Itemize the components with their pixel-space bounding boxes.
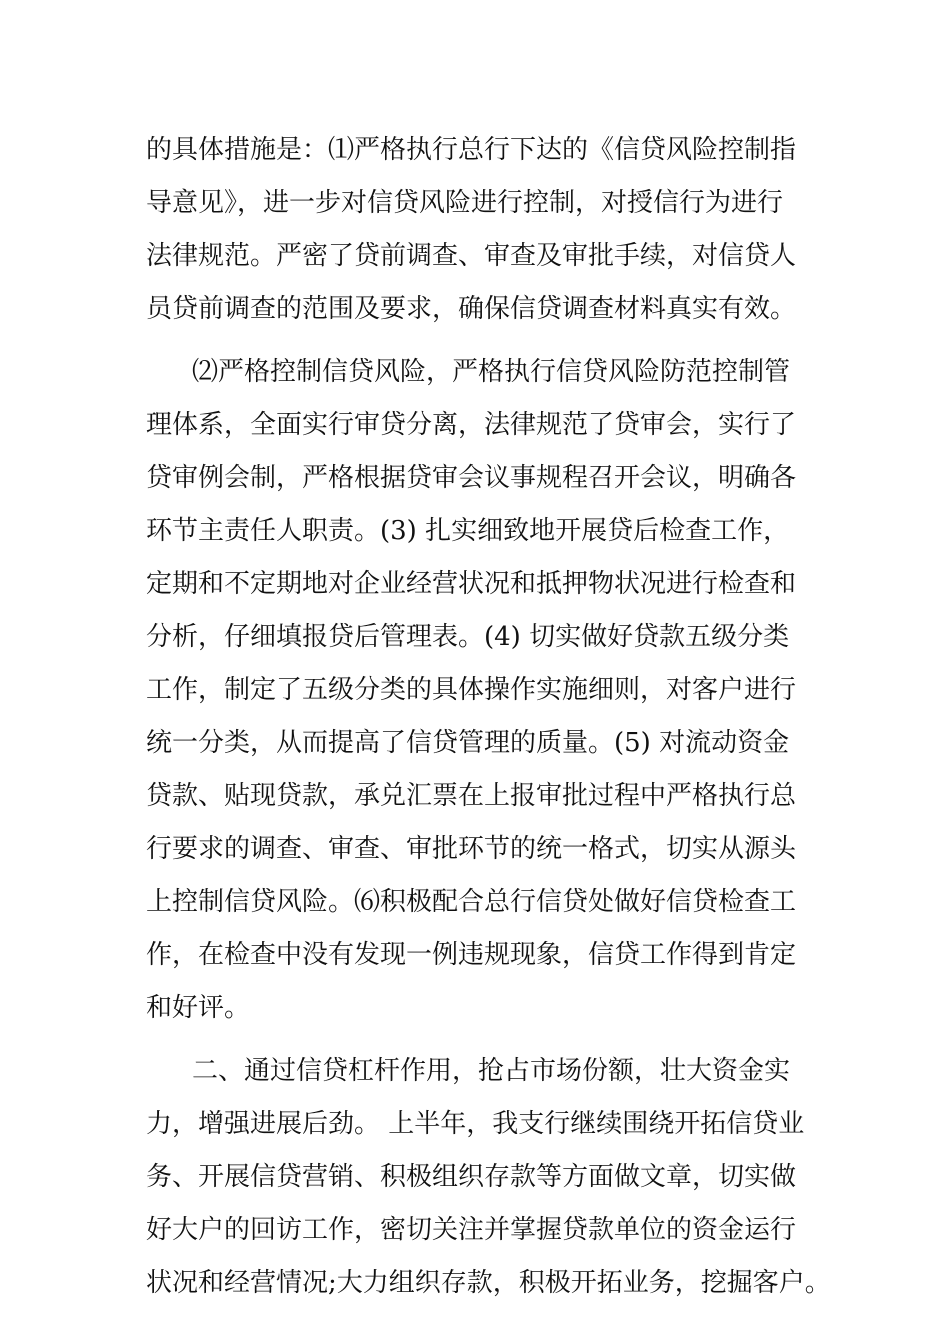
document-body (146, 124, 831, 1310)
paragraph-line: 理体系，全面实行审贷分离，法律规范了贷审会，实行了 (146, 410, 797, 440)
paragraph-line: 的具体措施是：⑴严格执行总行下达的《信贷风险控制指 (146, 135, 797, 165)
paragraph-line: 务、开展信贷营销、积极组织存款等方面做文章，切实做 (146, 1162, 797, 1192)
paragraph-line: 法律规范。严密了贷前调查、审查及审批手续，对信贷人 (146, 241, 797, 271)
paragraph-line: 统一分类，从而提高了信贷管理的质量。(5) 对流动资金 (146, 728, 790, 758)
paragraph-line: 贷款、贴现贷款，承兑汇票在上报审批过程中严格执行总 (146, 781, 797, 811)
paragraph-line: 定期和不定期地对企业经营状况和抵押物状况进行检查和 (146, 569, 797, 599)
paragraph-line: 作，在检查中没有发现一例违规现象，信贷工作得到肯定 (146, 940, 797, 970)
paragraph-line: 贷审例会制，严格根据贷审会议事规程召开会议，明确各 (146, 463, 797, 493)
paragraph-line: 二、通过信贷杠杆作用，抢占市场份额，壮大资金实 (192, 1056, 791, 1086)
paragraph-line: 环节主责任人职责。(3) 扎实细致地开展贷后检查工作， (146, 516, 790, 546)
paragraph-line: 状况和经营情况;大力组织存款，积极开拓业务，挖掘客户。 (146, 1268, 831, 1298)
paragraph-1 (146, 124, 816, 336)
paragraph-line: 力，增强进展后劲。 上半年，我支行继续围绕开拓信贷业 (146, 1109, 805, 1139)
paragraph-2 (146, 346, 816, 1035)
paragraph-line: 员贷前调查的范围及要求，确保信贷调查材料真实有效。 (146, 294, 797, 324)
paragraph-line: 工作，制定了五级分类的具体操作实施细则，对客户进行 (146, 675, 797, 705)
paragraph-line: 上控制信贷风险。⑹积极配合总行信贷处做好信贷检查工 (146, 887, 797, 917)
paragraph-line: 导意见》，进一步对信贷风险进行控制，对授信行为进行 (146, 188, 784, 218)
paragraph-line: ⑵严格控制信贷风险，严格执行信贷风险防范控制管 (192, 357, 791, 387)
paragraph-line: 好大户的回访工作，密切关注并掌握贷款单位的资金运行 (146, 1215, 797, 1245)
paragraph-line: 和好评。 (146, 993, 251, 1023)
paragraph-line: 分析，仔细填报贷后管理表。(4) 切实做好贷款五级分类 (146, 622, 790, 652)
paragraph-3 (146, 1045, 831, 1310)
paragraph-line: 行要求的调查、审查、审批环节的统一格式，切实从源头 (146, 834, 797, 864)
